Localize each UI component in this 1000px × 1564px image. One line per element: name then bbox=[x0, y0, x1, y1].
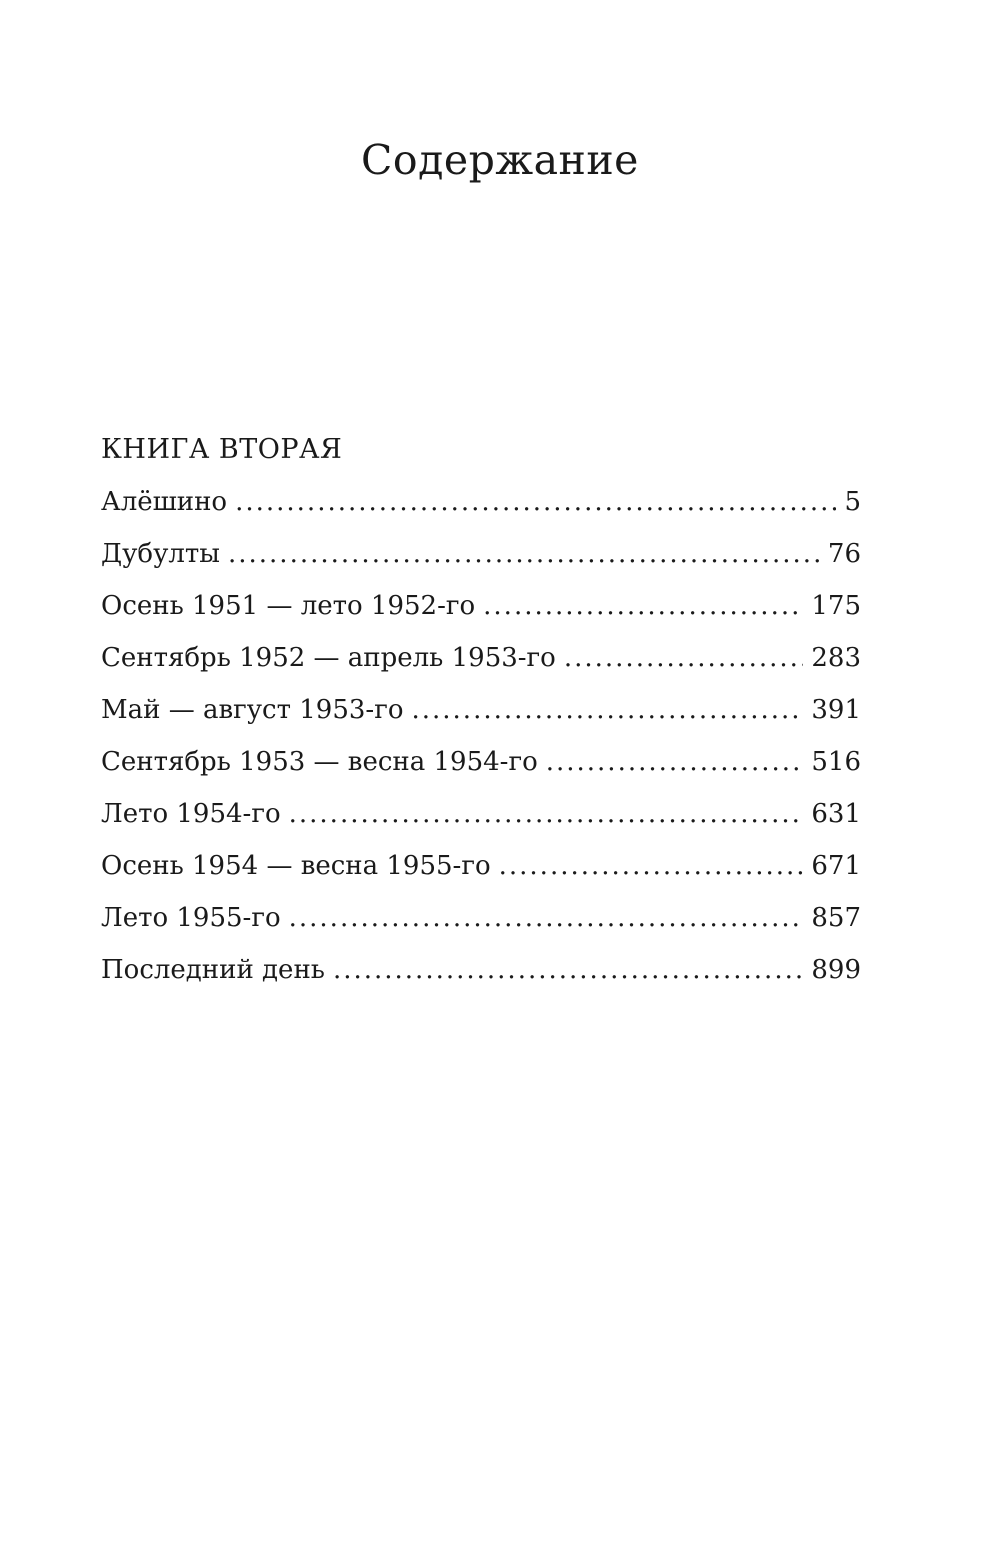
toc-entry-page: 671 bbox=[811, 851, 861, 881]
toc-entry-page: 899 bbox=[811, 955, 861, 985]
dot-leader bbox=[546, 740, 804, 784]
dot-leader bbox=[289, 792, 804, 836]
dot-leader bbox=[235, 480, 836, 524]
toc-entry bbox=[101, 480, 861, 532]
toc-entry bbox=[101, 636, 861, 688]
toc-entry-title: Алёшино bbox=[101, 487, 228, 517]
toc-entry-title: Лето 1954-го bbox=[101, 799, 281, 829]
dot-leader bbox=[228, 532, 820, 576]
dot-leader bbox=[499, 844, 804, 888]
toc-entry-page: 76 bbox=[827, 539, 861, 569]
toc-entry-page: 631 bbox=[811, 799, 861, 829]
section-heading: КНИГА ВТОРАЯ bbox=[101, 434, 343, 465]
toc-entry bbox=[101, 688, 861, 740]
dot-leader bbox=[564, 636, 804, 680]
toc-entry-page: 283 bbox=[811, 643, 861, 673]
dot-leader bbox=[483, 584, 803, 628]
dot-leader bbox=[333, 948, 803, 992]
dot-leader bbox=[411, 688, 803, 732]
toc-entry-page: 391 bbox=[811, 695, 861, 725]
table-of-contents bbox=[101, 428, 861, 1000]
page-title: Содержание bbox=[361, 136, 639, 184]
toc-entry-title: Лето 1955-го bbox=[101, 903, 281, 933]
toc-entry bbox=[101, 896, 861, 948]
toc-entry-page: 175 bbox=[811, 591, 861, 621]
toc-entry-page: 516 bbox=[811, 747, 861, 777]
toc-entry-title: Дубулты bbox=[101, 539, 220, 569]
toc-entry-title: Сентябрь 1952 — апрель 1953-го bbox=[101, 643, 556, 673]
dot-leader bbox=[289, 896, 804, 940]
toc-entry-page: 5 bbox=[844, 487, 861, 517]
toc-entry bbox=[101, 584, 861, 636]
toc-entry-title: Сентябрь 1953 — весна 1954-го bbox=[101, 747, 538, 777]
toc-entry-title: Май — август 1953-го bbox=[101, 695, 404, 725]
toc-entry bbox=[101, 532, 861, 584]
toc-entry-title: Последний день bbox=[101, 955, 325, 985]
toc-entry-page: 857 bbox=[811, 903, 861, 933]
toc-entry-title: Осень 1951 — лето 1952-го bbox=[101, 591, 476, 621]
toc-entry-title: Осень 1954 — весна 1955-го bbox=[101, 851, 491, 881]
toc-entry bbox=[101, 792, 861, 844]
toc-entry bbox=[101, 844, 861, 896]
toc-entry bbox=[101, 948, 861, 1000]
toc-entry bbox=[101, 740, 861, 792]
